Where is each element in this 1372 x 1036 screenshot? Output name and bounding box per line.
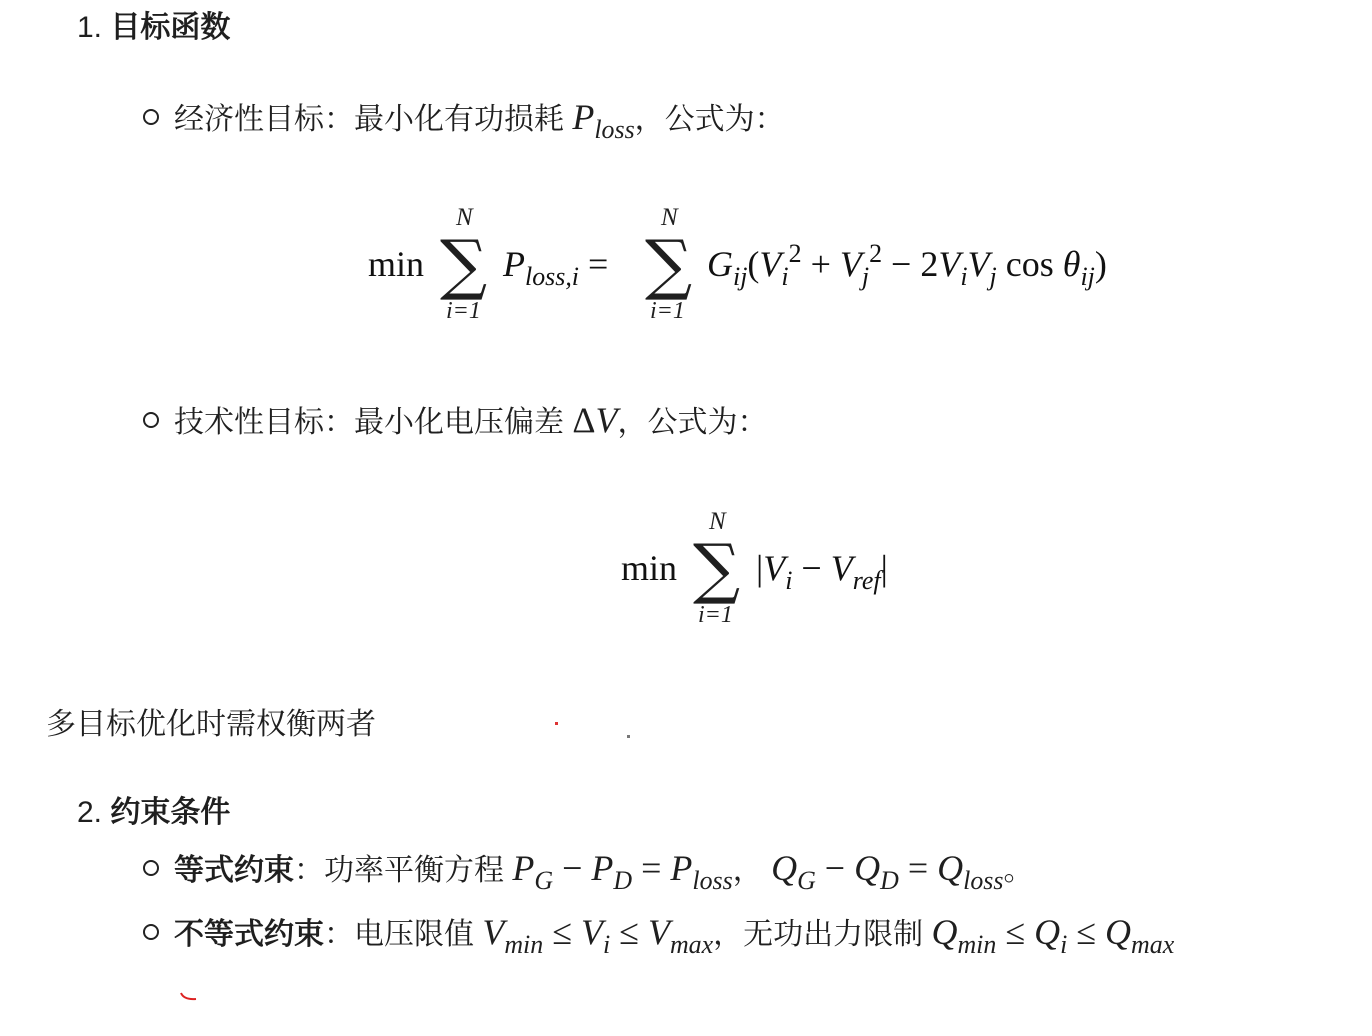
- section-2-title: 约束条件: [110, 796, 231, 829]
- stray-mark: [555, 722, 558, 725]
- inequality-constraint-colon: ：: [324, 918, 354, 951]
- bullet-circle-icon: [143, 860, 159, 876]
- technical-objective-suffix: ，公式为：: [617, 406, 768, 439]
- eq1-min: min: [368, 244, 425, 284]
- section-2-heading: [77, 793, 230, 833]
- tradeoff-text: 多目标优化时需权衡两者: [46, 708, 376, 741]
- eq1-sum2-sigma: ∑: [645, 226, 693, 303]
- eq1-sum2-lower: i=1: [650, 298, 685, 324]
- section-1-title: 目标函数: [110, 11, 231, 44]
- equality-constraint-text: 功率平衡方程: [324, 854, 504, 887]
- stray-mark: [627, 735, 630, 738]
- eq1-sum1-sigma: ∑: [440, 226, 488, 303]
- eq1-rhs-term: $G_{ij}(V_i^2 + V_j^2 - 2V_iV_j$ $\cos \theta_{ij}$): [707, 238, 1107, 292]
- section-2-number: 2.: [77, 796, 103, 829]
- eq2-min: min: [621, 548, 678, 588]
- inequality-constraint-label: 不等式约束: [174, 918, 324, 951]
- power-balance-math: $P_G - P_D = P_{loss}$: [512, 848, 733, 896]
- eq2-sum-lower: i=1: [698, 602, 733, 628]
- eq2-sum-upper: N: [709, 508, 726, 535]
- eq1-sum2-upper: N: [661, 204, 678, 231]
- economic-objective-label: 经济性目标：最小化有功损耗: [174, 103, 564, 136]
- delta-v-math: ΔV: [572, 400, 618, 440]
- reactive-limit-math: $Q_{min} \le Q_i \le Q_{max}$: [931, 912, 1175, 960]
- p-loss-math: $P_{loss}$: [572, 97, 635, 145]
- reactive-balance-math: $Q_G - Q_D = Q_{loss}$: [771, 848, 1004, 896]
- eq2-term: $|V_i - V_{ref}|$: [756, 548, 888, 596]
- economic-objective-suffix: ，公式为：: [634, 103, 785, 136]
- eq1-sum1-upper: N: [456, 204, 473, 231]
- section-1-number: 1.: [77, 11, 103, 44]
- inequality-constraint-text: 电压限值: [354, 918, 474, 951]
- equality-constraint-colon: ：: [294, 854, 324, 887]
- eq1-sum1-lower: i=1: [446, 298, 481, 324]
- eq2-sum-sigma: ∑: [693, 530, 741, 607]
- equality-constraint: [174, 848, 1034, 896]
- eq1-lhs-term: $P_{loss,i}$ =: [503, 244, 609, 292]
- equality-constraint-sep: ，: [732, 854, 763, 887]
- equality-constraint-label: 等式约束: [174, 854, 294, 887]
- inequality-constraint-text2: 无功出力限制: [743, 918, 924, 951]
- inequality-constraint-sep: ，: [713, 918, 744, 951]
- technical-objective-label: 技术性目标：最小化电压偏差: [174, 406, 564, 439]
- inequality-constraint: [174, 912, 1175, 960]
- voltage-limit-math: $V_{min} \le V_i \le V_{max}$: [482, 912, 714, 960]
- red-stroke-mark: [178, 990, 200, 1004]
- bullet-circle-icon: [143, 924, 159, 940]
- equality-constraint-end: 。: [1003, 854, 1034, 887]
